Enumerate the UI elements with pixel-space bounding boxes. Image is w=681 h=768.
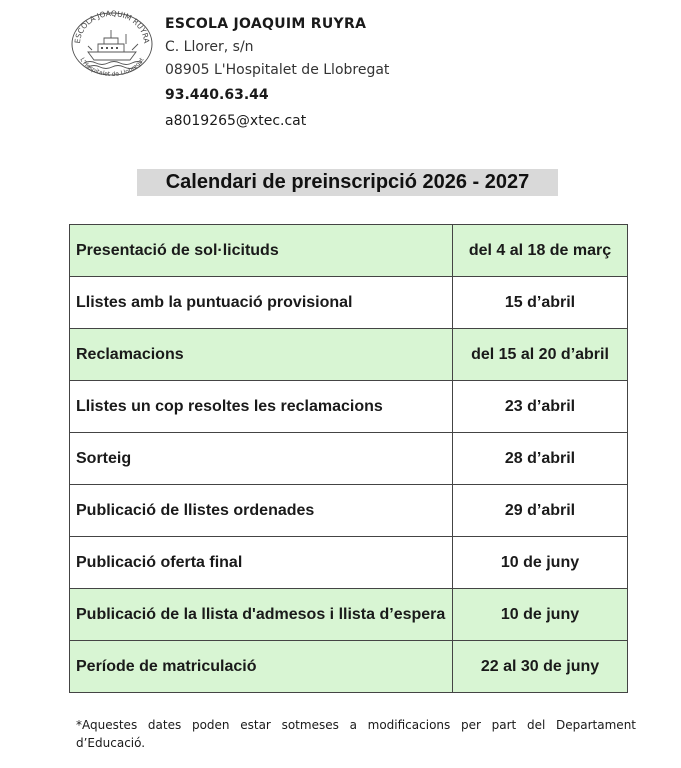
table-row [70,641,628,693]
activity-cell: Publicació de llistes ordenades [70,485,453,537]
activity-cell: Reclamacions [70,329,453,381]
footnote: *Aquestes dates poden estar sotmeses a modificacions per part del Departament d’Educació. [76,718,636,750]
table-row [70,381,628,433]
school-email[interactable]: a8019265@xtec.cat [165,113,307,129]
activity-cell: Període de matriculació [70,641,453,693]
date-cell: 15 d’abril [453,277,628,329]
school-name: ESCOLA JOAQUIM RUYRA [165,16,367,32]
activity-cell: Sorteig [70,433,453,485]
date-cell: 23 d’abril [453,381,628,433]
date-cell: del 4 al 18 de març [453,225,628,277]
school-phone: 93.440.63.44 [165,87,269,103]
table-row [70,277,628,329]
table-row [70,589,628,641]
table-row [70,329,628,381]
date-cell: 28 d’abril [453,433,628,485]
date-cell: 29 d’abril [453,485,628,537]
calendar-table [69,224,628,693]
table-row [70,225,628,277]
logo-text-bottom: L'Hospitalet de Llobregat [78,56,146,78]
school-info [165,12,585,134]
date-cell: 22 al 30 de juny [453,641,628,693]
school-ship-seal-icon [68,10,156,78]
date-cell: 10 de juny [453,537,628,589]
school-street: C. Llorer, s/n [165,39,254,55]
activity-cell: Publicació oferta final [70,537,453,589]
activity-cell: Presentació de sol·licituds [70,225,453,277]
date-cell: del 15 al 20 d’abril [453,329,628,381]
page-title: Calendari de preinscripció 2026 - 2027 [137,169,558,196]
table-row [70,433,628,485]
date-cell: 10 de juny [453,589,628,641]
activity-cell: Llistes un cop resoltes les reclamacions [70,381,453,433]
table-row [70,537,628,589]
school-city: 08905 L'Hospitalet de Llobregat [165,62,390,78]
table-row [70,485,628,537]
activity-cell: Publicació de la llista d'admesos i llista d’espera [70,589,453,641]
logo-text-top: ESCOLA JOAQUIM RUYRA [72,10,152,44]
school-logo [68,10,156,78]
activity-cell: Llistes amb la puntuació provisional [70,277,453,329]
